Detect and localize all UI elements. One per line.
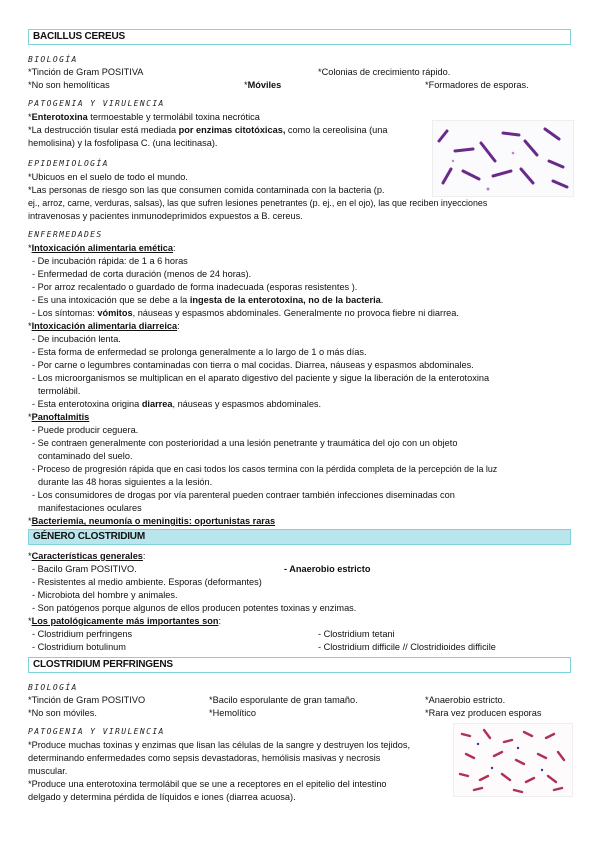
species-item: - Clostridium botulinum [32,642,126,652]
caracteristica-item: - Bacilo Gram POSITIVO. [32,564,137,574]
perfringens-micrograph-image [453,723,573,797]
section-title-bacillus: BACILLUS CEREUS [28,29,571,45]
biologia-header-2: BIOLOGÍA [28,683,78,692]
bio2-item: *Anaerobio estricto. [425,695,506,705]
panoftalmitis-item: durante las 48 horas siguientes a la lesión. [38,477,213,487]
anaerobio-estricto: - Anaerobio estricto [284,564,371,574]
pat-line-1: *Enterotoxina termoestable y termolábil toxina necrótica [28,112,260,122]
diarreica-title: *Intoxicación alimentaria diarreica: [28,321,180,331]
emetica-item: - Enfermedad de corta duración (menos de 24 horas). [32,269,252,279]
epi-line-3: ej., arroz, carne, verduras, salsas), las que sufren lesiones penetrantes (p. ej., en el ojo), las que reciben inyecciones [28,198,488,208]
epi-line-1: *Ubicuos en el suelo de todo el mundo. [28,172,188,182]
bio-esporas: *Formadores de esporas. [425,80,529,90]
pat2-line: *Produce una enterotoxina termolábil que se une a receptores en el epitelio del intestino [28,779,387,789]
bio-hemoliticos: *No son hemolíticas [28,80,110,90]
section-title-clostridium: GÉNERO CLOSTRIDIUM [28,529,571,545]
caracteristica-item: - Resistentes al medio ambiente. Esporas (deformantes) [32,577,262,587]
diarreica-item: - Los microorganismos se multiplican en el aparato digestivo del paciente y sigue la liberación de la enterotoxina [32,373,490,383]
diarreica-item: termolábil. [38,386,81,396]
pat-line-2: *La destrucción tisular está mediada por enzimas citotóxicas, como la cereolisina (una [28,125,388,135]
bio-moviles: *Móviles [244,80,282,90]
bacteriemia-line: *Bacteriemia, neumonía o meningitis: oportunistas raras [28,516,276,526]
bio-colonias: *Colonias de crecimiento rápido. [318,67,451,77]
emetica-item: - Es una intoxicación que se debe a la ingesta de la enterotoxina, no de la bacteria. [32,295,384,305]
bio2-item: *No son móviles. [28,708,97,718]
panoftalmitis-item: contaminado del suelo. [38,451,133,461]
pat2-line: *Produce muchas toxinas y enzimas que lisan las células de la sangre y destruyen los tejidos, [28,740,410,750]
emetica-item: - Por arroz recalentado o guardado de forma inadecuada (esporas resistentes ). [32,282,358,292]
diarreica-item: - Por carne o legumbres contaminadas con tierra o mal cocidas. Diarrea, náuseas y espasmos abdominales. [32,360,474,370]
biologia-header: BIOLOGÍA [28,55,78,64]
epi-line-2: *Las personas de riesgo son las que consumen comida contaminada con la bacteria (p. [28,185,385,195]
bio2-item: *Tinción de Gram POSITIVO [28,695,146,705]
emetica-item: - De incubación rápida: de 1 a 6 horas [32,256,188,266]
caracteristicas-title: *Características generales: [28,551,146,561]
panoftalmitis-item: - Se contraen generalmente con posterioridad a una lesión penetrante y traumática del ojo con un objeto [32,438,458,448]
pat-line-3: hemolisina) y la fosfolipasa C. (una lecitinasa). [28,138,218,148]
patogenia-header: PATOGENIA Y VIRULENCIA [28,99,165,108]
panoftalmitis-item: manifestaciones oculares [38,503,142,513]
diarreica-item: - Esta forma de enfermedad se prolonga generalmente a lo largo de 1 o más días. [32,347,367,357]
caracteristica-item: - Microbiota del hombre y animales. [32,590,178,600]
species-item: - Clostridium perfringens [32,629,133,639]
species-item: - Clostridium tetani [318,629,395,639]
patogenia-header-2: PATOGENIA Y VIRULENCIA [28,727,165,736]
bio2-item: *Bacilo esporulante de gran tamaño. [209,695,358,705]
patologicos-title: *Los patológicamente más importantes son: [28,616,221,626]
section-title-perfringens: CLOSTRIDIUM PERFRINGENS [28,657,571,673]
panoftalmitis-item: - Puede producir ceguera. [32,425,139,435]
panoftalmitis-title: *Panoftalmitis [28,412,90,422]
emetica-item: - Los síntomas: vómitos, náuseas y espasmos abdominales. Generalmente no provoca fiebre ni diarrea. [32,308,459,318]
pat2-line: muscular. [28,766,68,776]
diarreica-item: - Esta enterotoxina origina diarrea, náuseas y espasmos abdominales. [32,399,322,409]
emetica-title: *Intoxicación alimentaria emética: [28,243,176,253]
species-item: - Clostridium difficile // Clostridioides difficile [318,642,496,652]
epi-line-4: intravenosas y pacientes inmunodeprimidos expuestos a B. cereus. [28,211,303,221]
bacillus-micrograph-image [432,120,574,197]
caracteristica-item: - Son patógenos porque algunos de ellos producen potentes toxinas y enzimas. [32,603,357,613]
epidemiologia-header: EPIDEMIOLOGÍA [28,159,109,168]
enfermedades-header: ENFERMEDADES [28,230,103,239]
pat2-line: determinando enfermedades como sepsis devastadoras, hemólisis masivas y necrosis [28,753,381,763]
diarreica-item: - De incubación lenta. [32,334,121,344]
bio2-item: *Rara vez producen esporas [425,708,542,718]
pat2-line: delgado y determina pérdida de líquidos e iones (diarrea acuosa). [28,792,296,802]
panoftalmitis-item: - Los consumidores de drogas por vía parenteral pueden contraer también infecciones diseminadas con [32,490,455,500]
panoftalmitis-item: - Proceso de progresión rápida que en casi todos los casos termina con la pérdida completa de la percepción de la luz [32,464,498,474]
bio2-item: *Hemolítico [209,708,256,718]
bio-gram: *Tinción de Gram POSITIVA [28,67,144,77]
